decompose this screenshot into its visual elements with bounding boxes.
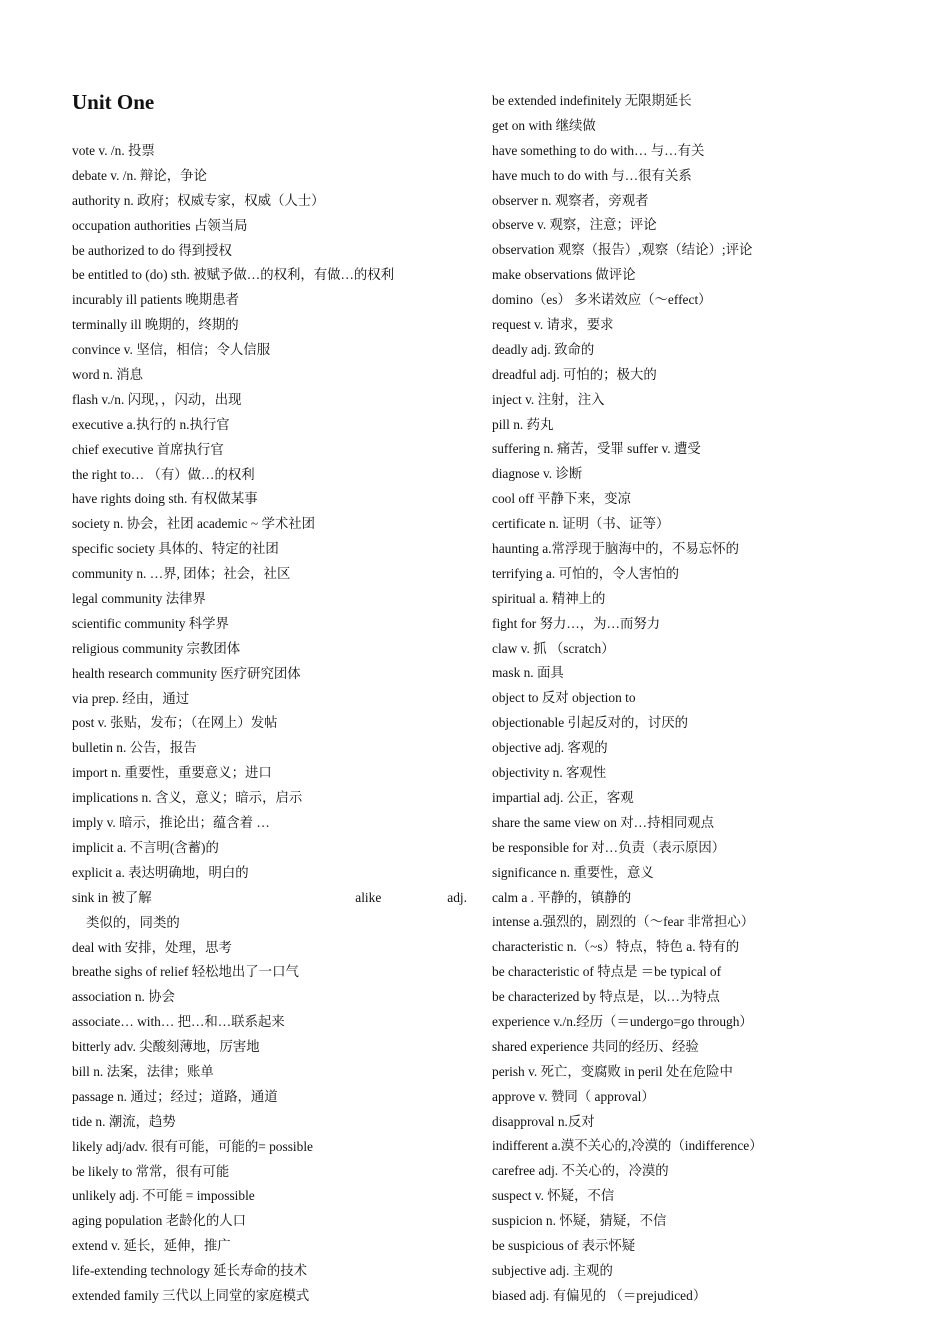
vocab-entry: explicit a. 表达明确地，明白的: [72, 864, 249, 880]
vocab-entry: mask n. 面具: [492, 665, 564, 681]
vocab-entry: occupation authorities 占领当局: [72, 217, 248, 233]
vocab-entry: impartial adj. 公正，客观: [492, 789, 634, 805]
vocab-entry: make observations 做评论: [492, 267, 636, 283]
vocab-entry: shared experience 共同的经历、经验: [492, 1038, 699, 1054]
vocab-entry: suspect v. 怀疑，不信: [492, 1188, 615, 1204]
vocab-entry: be entitled to (do) sth. 被赋予做…的权利，有做…的权利: [72, 267, 395, 283]
vocab-entry: import n. 重要性，重要意义；进口: [72, 765, 272, 781]
vocab-entry: authority n. 政府；权威专家，权威（人士）: [72, 192, 325, 208]
vocab-entry: calm a . 平静的，镇静的: [492, 889, 632, 905]
vocab-entry: chief executive 首席执行官: [72, 441, 224, 457]
vocab-entry: observer n. 观察者，旁观者: [492, 192, 649, 208]
vocab-entry: post v. 张贴，发布；（在网上）发帖: [72, 715, 278, 731]
vocab-entry: experience v./n.经历（＝undergo=go through）: [492, 1013, 753, 1029]
vocab-entry: breathe sighs of relief 轻松地出了一口气: [72, 964, 299, 980]
entry-text-continued: 类似的，同类的: [86, 914, 180, 930]
vocab-entry: significance n. 重要性，意义: [492, 864, 654, 880]
entry-text: alike: [355, 889, 382, 905]
vocab-entry: extend v. 延长，延伸，推广: [72, 1238, 231, 1254]
vocab-entry: be responsible for 对…负责（表示原因）: [492, 839, 726, 855]
vocab-entry: perish v. 死亡，变腐败 in peril 处在危险中: [492, 1063, 733, 1079]
vocab-entry: claw v. 抓 （scratch）: [492, 640, 615, 656]
vocab-entry: suspicion n. 怀疑，猜疑，不信: [492, 1213, 667, 1229]
vocab-entry: specific society 具体的、特定的社团: [72, 541, 279, 557]
vocab-entry: incurably ill patients 晚期患者: [72, 292, 239, 308]
vocab-entry: observe v. 观察，注意；评论: [492, 217, 657, 233]
vocab-entry: be authorized to do 得到授权: [72, 242, 232, 258]
vocab-entry: certificate n. 证明（书、证等）: [492, 516, 670, 532]
vocab-entry: indifferent a.漠不关心的,冷漠的（indifference）: [492, 1138, 763, 1154]
vocab-entry: get on with 继续做: [492, 117, 596, 133]
vocab-entry: approve v. 赞同（ approval）: [492, 1088, 655, 1104]
page-title: Unit One: [72, 90, 155, 114]
vocab-entry: implicit a. 不言明(含蓄)的: [72, 839, 219, 855]
vocab-entry: community n. …界, 团体；社会，社区: [72, 566, 291, 582]
vocab-entry: aging population 老龄化的人口: [72, 1213, 247, 1229]
vocab-entry: fight for 努力…，为…而努力: [492, 615, 661, 631]
right-column: [492, 89, 887, 1309]
vocab-entry: implications n. 含义，意义；暗示，启示: [72, 790, 303, 806]
vocab-entry: scientific community 科学界: [72, 615, 229, 631]
vocab-entry: word n. 消息: [72, 367, 144, 383]
vocab-entry: have rights doing sth. 有权做某事: [72, 491, 258, 507]
vocab-entry: diagnose v. 诊断: [492, 466, 583, 482]
vocab-entry: intense a.强烈的，剧烈的（～fear 非常担心）: [492, 914, 755, 930]
vocab-entry: objectionable 引起反对的，讨厌的: [492, 715, 688, 731]
vocab-entry: pill n. 药丸: [492, 416, 554, 432]
vocab-entry: unlikely adj. 不可能 = impossible: [72, 1188, 255, 1204]
vocab-entry: be characteristic of 特点是 ＝be typical of: [492, 964, 722, 980]
vocab-entry: objectivity n. 客观性: [492, 765, 607, 781]
vocab-entry: observation 观察（报告）,观察（结论）;评论: [492, 242, 753, 258]
vocab-entry: object to 反对 objection to: [492, 690, 636, 706]
vocab-entry: imply v. 暗示，推论出；蕴含着 …: [72, 815, 270, 831]
vocab-entry: flash v./n. 闪现，，闪动，出现: [72, 391, 242, 407]
vocab-entry: passage n. 通过；经过；道路，通道: [72, 1088, 278, 1104]
vocab-entry: debate v. /n. 辩论，争论: [72, 167, 207, 183]
vocab-entry: bill n. 法案，法律；账单: [72, 1063, 214, 1079]
vocab-entry: life-extending technology 延长寿命的技术: [72, 1263, 308, 1279]
vocab-entry: cool off 平静下来，变凉: [492, 491, 631, 507]
vocab-entry: suffering n. 痛苦，受罪 suffer v. 遭受: [492, 441, 701, 457]
vocab-entry: domino（es） 多米诺效应（～effect）: [492, 292, 712, 308]
vocab-entry: bulletin n. 公告，报告: [72, 740, 197, 756]
vocab-entry: society n. 协会，社团 academic ~ 学术社团: [72, 516, 316, 532]
vocab-entry: via prep. 经由，通过: [72, 690, 190, 706]
vocab-entry: share the same view on 对…持相同观点: [492, 814, 715, 830]
vocab-entry: spiritual a. 精神上的: [492, 590, 606, 606]
vocab-entry: bitterly adv. 尖酸刻薄地，厉害地: [72, 1039, 260, 1055]
vocab-entry: biased adj. 有偏见的 （＝prejudiced）: [492, 1287, 707, 1303]
vocab-entry: objective adj. 客观的: [492, 740, 608, 756]
entry-text: adj.: [447, 889, 467, 905]
vocab-entry: the right to… （有）做…的权利: [72, 466, 255, 482]
vocab-entry: have much to do with 与…很有关系: [492, 167, 692, 183]
vocab-entry: vote v. /n. 投票: [72, 143, 155, 158]
left-entries-part1: [72, 139, 467, 886]
vocab-entry: request v. 请求，要求: [492, 317, 614, 333]
vocab-entry: health research community 医疗研究团体: [72, 665, 301, 681]
vocab-entry: association n. 协会: [72, 989, 176, 1005]
entry-text: sink in 被了解: [72, 889, 152, 905]
vocab-entry: have something to do with… 与…有关: [492, 142, 705, 158]
vocab-entry: characteristic n.（~s）特点，特色 a. 特有的: [492, 939, 740, 955]
vocab-entry: disapproval n.反对: [492, 1113, 595, 1129]
vocab-entry: associate… with… 把…和…联系起来: [72, 1014, 285, 1030]
vocab-entry: subjective adj. 主观的: [492, 1262, 613, 1278]
vocab-entry: tide n. 潮流，趋势: [72, 1113, 176, 1129]
left-column: [72, 139, 467, 1309]
vocab-entry: legal community 法律界: [72, 591, 206, 607]
vocab-entry: terrifying a. 可怕的，令人害怕的: [492, 565, 680, 581]
vocab-entry: be suspicious of 表示怀疑: [492, 1237, 636, 1253]
vocab-entry: be likely to 常常，很有可能: [72, 1163, 230, 1179]
vocab-entry: dreadful adj. 可怕的；极大的: [492, 366, 657, 382]
vocab-entry: terminally ill 晚期的，终期的: [72, 317, 239, 333]
vocab-entry: carefree adj. 不关心的，冷漠的: [492, 1163, 669, 1179]
vocab-entry: convince v. 坚信，相信；令人信服: [72, 342, 271, 358]
vocab-entry: likely adj/adv. 很有可能，可能的= possible: [72, 1138, 313, 1154]
left-entries-part2: [72, 936, 467, 1309]
vocab-entry: be extended indefinitely 无限期延长: [492, 93, 692, 108]
vocab-entry: inject v. 注射，注入: [492, 391, 605, 407]
vocab-entry: religious community 宗教团体: [72, 640, 241, 656]
vocab-entry-wrapped: [72, 886, 467, 936]
vocab-entry: extended family 三代以上同堂的家庭模式: [72, 1287, 310, 1303]
vocab-entry: deadly adj. 致命的: [492, 341, 595, 357]
vocab-entry: executive a.执行的 n.执行官: [72, 416, 230, 432]
vocab-entry: deal with 安排，处理，思考: [72, 939, 232, 955]
vocab-entry: be characterized by 特点是，以…为特点: [492, 989, 720, 1005]
vocab-entry: haunting a.常浮现于脑海中的，不易忘怀的: [492, 541, 739, 557]
